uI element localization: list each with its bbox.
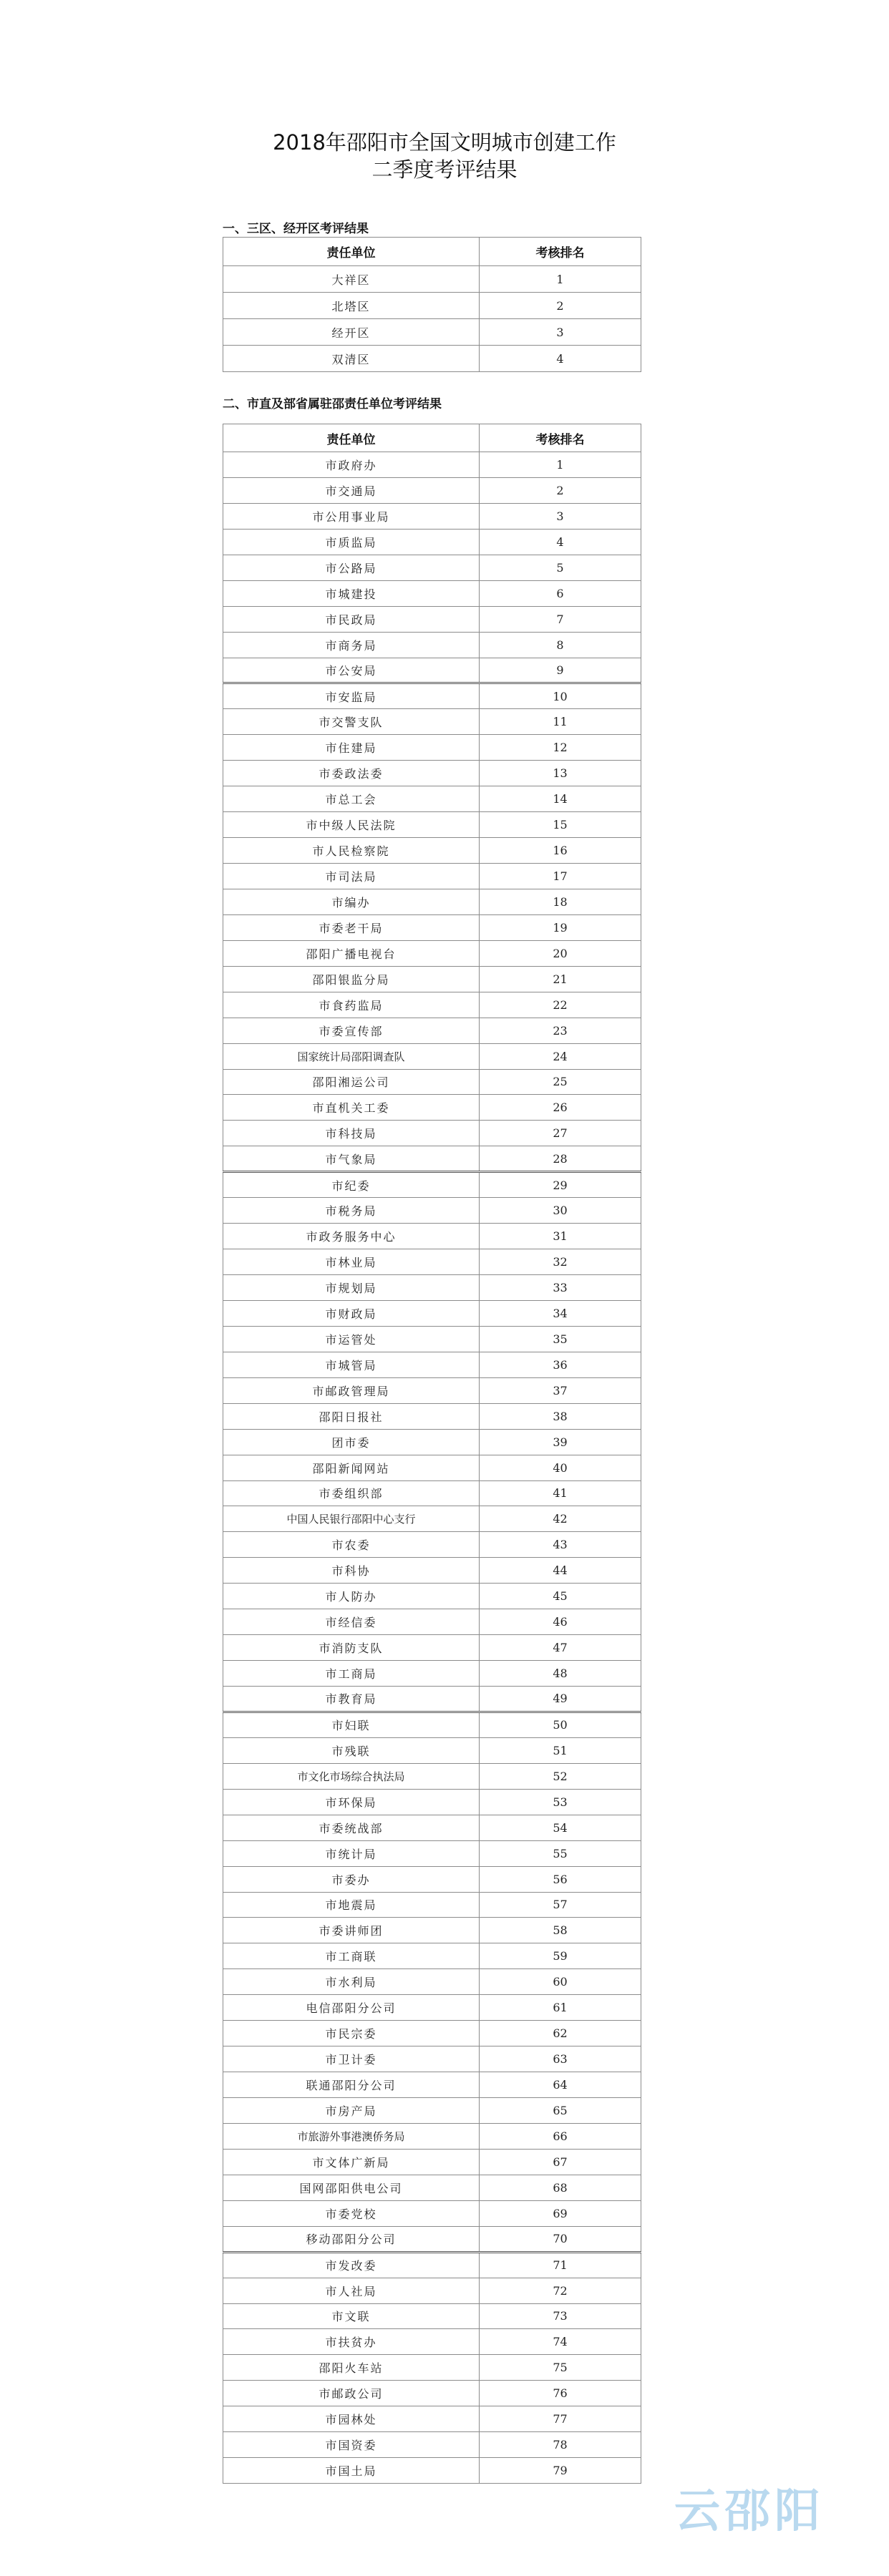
rank-cell: 13 <box>480 761 641 786</box>
table-row <box>223 1146 641 1172</box>
rank-cell: 63 <box>480 2046 641 2072</box>
rank-cell: 37 <box>480 1377 641 1403</box>
table-row <box>223 2046 641 2072</box>
rank-cell: 56 <box>480 1866 641 1892</box>
rank-cell: 68 <box>480 2175 641 2200</box>
unit-cell: 市公用事业局 <box>223 503 480 529</box>
rank-cell: 76 <box>480 2381 641 2406</box>
unit-cell: 市政府办 <box>223 452 480 478</box>
table-row <box>223 2252 641 2278</box>
table-row <box>223 1687 641 1712</box>
table-row <box>223 1480 641 1506</box>
table-row <box>223 1018 641 1043</box>
table-row <box>223 1558 641 1584</box>
rank-cell: 9 <box>480 658 641 683</box>
unit-cell: 市园林处 <box>223 2406 480 2432</box>
rank-cell: 26 <box>480 1095 641 1121</box>
unit-cell: 市旅游外事港澳侨务局 <box>223 2123 480 2149</box>
unit-cell: 市住建局 <box>223 735 480 761</box>
table-row <box>223 889 641 914</box>
table-row <box>223 2072 641 2098</box>
unit-cell: 市水利局 <box>223 1969 480 1995</box>
unit-cell: 市中级人民法院 <box>223 812 480 838</box>
table-row <box>223 1121 641 1146</box>
rank-cell: 71 <box>480 2252 641 2278</box>
unit-cell: 市国资委 <box>223 2432 480 2458</box>
rank-cell: 61 <box>480 1995 641 2021</box>
table-row <box>223 346 641 372</box>
rank-cell: 20 <box>480 940 641 966</box>
rank-cell: 52 <box>480 1763 641 1789</box>
rank-cell: 62 <box>480 2021 641 2046</box>
unit-cell: 邵阳火车站 <box>223 2355 480 2381</box>
table-row <box>223 293 641 319</box>
unit-cell: 市经信委 <box>223 1609 480 1635</box>
table-row <box>223 1840 641 1866</box>
unit-cell: 移动邵阳分公司 <box>223 2226 480 2252</box>
unit-cell: 市商务局 <box>223 632 480 658</box>
unit-cell: 市工商局 <box>223 1661 480 1687</box>
unit-cell: 市消防支队 <box>223 1635 480 1661</box>
rank-cell: 59 <box>480 1943 641 1969</box>
unit-cell: 市农委 <box>223 1532 480 1558</box>
unit-cell: 市委老干局 <box>223 914 480 940</box>
unit-cell: 市卫计委 <box>223 2046 480 2072</box>
rank-cell: 79 <box>480 2458 641 2484</box>
rank-cell: 38 <box>480 1403 641 1429</box>
unit-cell: 市编办 <box>223 889 480 914</box>
rank-cell: 74 <box>480 2329 641 2355</box>
unit-cell: 市文体广新局 <box>223 2149 480 2175</box>
unit-cell: 市财政局 <box>223 1300 480 1326</box>
table-row <box>223 1661 641 1687</box>
table-row <box>223 1300 641 1326</box>
rank-cell: 3 <box>480 319 641 346</box>
rank-cell: 10 <box>480 683 641 709</box>
unit-cell: 市环保局 <box>223 1789 480 1815</box>
rank-cell: 77 <box>480 2406 641 2432</box>
unit-cell: 北塔区 <box>223 293 480 319</box>
table-row <box>223 1224 641 1249</box>
rank-cell: 1 <box>480 452 641 478</box>
unit-cell: 市食药监局 <box>223 992 480 1018</box>
unit-cell: 市人社局 <box>223 2278 480 2303</box>
unit-cell: 市城建投 <box>223 580 480 606</box>
rank-cell: 27 <box>480 1121 641 1146</box>
rank-cell: 14 <box>480 786 641 812</box>
table-row <box>223 2329 641 2355</box>
rank-cell: 51 <box>480 1737 641 1763</box>
unit-cell: 双清区 <box>223 346 480 372</box>
rank-cell: 49 <box>480 1687 641 1712</box>
table-row <box>223 319 641 346</box>
table-header-row <box>223 424 641 452</box>
rank-cell: 34 <box>480 1300 641 1326</box>
table-row <box>223 992 641 1018</box>
table-row <box>223 529 641 555</box>
department-ranking-table <box>223 424 641 2484</box>
unit-cell: 市教育局 <box>223 1687 480 1712</box>
table-row <box>223 555 641 580</box>
table-row <box>223 1506 641 1532</box>
unit-cell: 市科协 <box>223 1558 480 1584</box>
table-row <box>223 1995 641 2021</box>
table-row <box>223 1609 641 1635</box>
page-title-line-2: 二季度考评结果 <box>371 157 518 182</box>
table-row <box>223 1455 641 1480</box>
table-row <box>223 2200 641 2226</box>
unit-cell: 联通邵阳分公司 <box>223 2072 480 2098</box>
rank-cell: 22 <box>480 992 641 1018</box>
unit-cell: 市质监局 <box>223 529 480 555</box>
table-row <box>223 1069 641 1095</box>
unit-cell: 市公路局 <box>223 555 480 580</box>
unit-cell: 国网邵阳供电公司 <box>223 2175 480 2200</box>
table-row <box>223 1198 641 1224</box>
unit-cell: 市总工会 <box>223 786 480 812</box>
table-row <box>223 2098 641 2124</box>
unit-cell: 市文联 <box>223 2303 480 2329</box>
table-row <box>223 2458 641 2484</box>
unit-cell: 邵阳湘运公司 <box>223 1069 480 1095</box>
unit-cell: 市扶贫办 <box>223 2329 480 2355</box>
rank-cell: 32 <box>480 1249 641 1275</box>
unit-cell: 市委统战部 <box>223 1815 480 1840</box>
table-row <box>223 1892 641 1918</box>
unit-cell: 市委组织部 <box>223 1480 480 1506</box>
rank-cell: 18 <box>480 889 641 914</box>
table-row <box>223 1969 641 1995</box>
unit-cell: 市邮政公司 <box>223 2381 480 2406</box>
unit-cell: 市税务局 <box>223 1198 480 1224</box>
rank-cell: 54 <box>480 1815 641 1840</box>
rank-cell: 40 <box>480 1455 641 1480</box>
table-row <box>223 864 641 889</box>
unit-cell: 市运管处 <box>223 1326 480 1352</box>
table-row <box>223 940 641 966</box>
unit-cell: 市文化市场综合执法局 <box>223 1763 480 1789</box>
rank-cell: 44 <box>480 1558 641 1584</box>
table-row <box>223 786 641 812</box>
unit-cell: 市民政局 <box>223 606 480 632</box>
rank-cell: 43 <box>480 1532 641 1558</box>
table-row <box>223 1172 641 1198</box>
rank-cell: 23 <box>480 1018 641 1043</box>
table-row <box>223 1737 641 1763</box>
rank-cell: 69 <box>480 2200 641 2226</box>
table-row <box>223 580 641 606</box>
rank-cell: 17 <box>480 864 641 889</box>
table-row <box>223 2149 641 2175</box>
rank-cell: 50 <box>480 1712 641 1737</box>
table-row <box>223 1095 641 1121</box>
rank-cell: 31 <box>480 1224 641 1249</box>
rank-cell: 45 <box>480 1584 641 1609</box>
table-row <box>223 266 641 293</box>
unit-cell: 市邮政管理局 <box>223 1377 480 1403</box>
unit-cell: 市纪委 <box>223 1172 480 1198</box>
unit-cell: 市工商联 <box>223 1943 480 1969</box>
unit-cell: 市政务服务中心 <box>223 1224 480 1249</box>
table-row <box>223 1275 641 1301</box>
unit-cell: 市委党校 <box>223 2200 480 2226</box>
unit-cell: 市委办 <box>223 1866 480 1892</box>
table-row <box>223 2226 641 2252</box>
column-header-unit: 责任单位 <box>223 424 480 452</box>
rank-cell: 4 <box>480 529 641 555</box>
rank-cell: 3 <box>480 503 641 529</box>
table-row <box>223 2355 641 2381</box>
table-row <box>223 1403 641 1429</box>
section-2-heading: 二、市直及部省属驻邵责任单位考评结果 <box>223 397 442 411</box>
rank-cell: 35 <box>480 1326 641 1352</box>
unit-cell: 市地震局 <box>223 1892 480 1918</box>
rank-cell: 39 <box>480 1429 641 1455</box>
rank-cell: 58 <box>480 1918 641 1943</box>
rank-cell: 25 <box>480 1069 641 1095</box>
unit-cell: 市直机关工委 <box>223 1095 480 1121</box>
unit-cell: 经开区 <box>223 319 480 346</box>
rank-cell: 33 <box>480 1275 641 1301</box>
table-row <box>223 1043 641 1069</box>
table-row <box>223 2175 641 2200</box>
table-row <box>223 1866 641 1892</box>
unit-cell: 市科技局 <box>223 1121 480 1146</box>
unit-cell: 团市委 <box>223 1429 480 1455</box>
table-row <box>223 452 641 478</box>
rank-cell: 11 <box>480 709 641 735</box>
unit-cell: 中国人民银行邵阳中心支行 <box>223 1506 480 1532</box>
rank-cell: 36 <box>480 1352 641 1377</box>
rank-cell: 7 <box>480 606 641 632</box>
column-header-rank: 考核排名 <box>480 238 641 266</box>
rank-cell: 75 <box>480 2355 641 2381</box>
table-row <box>223 735 641 761</box>
table-row <box>223 1352 641 1377</box>
table-row <box>223 503 641 529</box>
rank-cell: 15 <box>480 812 641 838</box>
rank-cell: 48 <box>480 1661 641 1687</box>
unit-cell: 电信邵阳分公司 <box>223 1995 480 2021</box>
unit-cell: 市人防办 <box>223 1584 480 1609</box>
table-row <box>223 1429 641 1455</box>
rank-cell: 41 <box>480 1480 641 1506</box>
column-header-rank: 考核排名 <box>480 424 641 452</box>
unit-cell: 邵阳银监分局 <box>223 966 480 992</box>
unit-cell: 市国土局 <box>223 2458 480 2484</box>
table-row <box>223 1584 641 1609</box>
rank-cell: 64 <box>480 2072 641 2098</box>
rank-cell: 2 <box>480 477 641 503</box>
rank-cell: 60 <box>480 1969 641 1995</box>
table-row <box>223 1635 641 1661</box>
table-row <box>223 658 641 683</box>
table-row <box>223 1532 641 1558</box>
unit-cell: 市公安局 <box>223 658 480 683</box>
rank-cell: 1 <box>480 266 641 293</box>
table-row <box>223 606 641 632</box>
table-row <box>223 1918 641 1943</box>
rank-cell: 21 <box>480 966 641 992</box>
district-ranking-table <box>223 237 641 372</box>
unit-cell: 市人民检察院 <box>223 838 480 864</box>
rank-cell: 29 <box>480 1172 641 1198</box>
table-row <box>223 477 641 503</box>
rank-cell: 28 <box>480 1146 641 1172</box>
table-row <box>223 1377 641 1403</box>
table-row <box>223 632 641 658</box>
table-row <box>223 1326 641 1352</box>
unit-cell: 市委讲师团 <box>223 1918 480 1943</box>
rank-cell: 46 <box>480 1609 641 1635</box>
rank-cell: 72 <box>480 2278 641 2303</box>
rank-cell: 65 <box>480 2098 641 2124</box>
table-row <box>223 1943 641 1969</box>
table-row <box>223 2406 641 2432</box>
unit-cell: 市安监局 <box>223 683 480 709</box>
column-header-unit: 责任单位 <box>223 238 480 266</box>
unit-cell: 市交警支队 <box>223 709 480 735</box>
unit-cell: 邵阳广播电视台 <box>223 940 480 966</box>
table-row <box>223 1249 641 1275</box>
unit-cell: 市规划局 <box>223 1275 480 1301</box>
table-row <box>223 1763 641 1789</box>
unit-cell: 国家统计局邵阳调查队 <box>223 1043 480 1069</box>
unit-cell: 市妇联 <box>223 1712 480 1737</box>
unit-cell: 大祥区 <box>223 266 480 293</box>
rank-cell: 42 <box>480 1506 641 1532</box>
table-row <box>223 2021 641 2046</box>
section-1-heading: 一、三区、经开区考评结果 <box>223 222 369 236</box>
rank-cell: 6 <box>480 580 641 606</box>
rank-cell: 73 <box>480 2303 641 2329</box>
table-row <box>223 2123 641 2149</box>
page-title-line-1: 2018年邵阳市全国文明城市创建工作 <box>273 130 616 155</box>
rank-cell: 55 <box>480 1840 641 1866</box>
unit-cell: 市司法局 <box>223 864 480 889</box>
rank-cell: 19 <box>480 914 641 940</box>
unit-cell: 邵阳新闻网站 <box>223 1455 480 1480</box>
rank-cell: 70 <box>480 2226 641 2252</box>
rank-cell: 12 <box>480 735 641 761</box>
unit-cell: 市委宣传部 <box>223 1018 480 1043</box>
rank-cell: 16 <box>480 838 641 864</box>
table-row <box>223 914 641 940</box>
unit-cell: 市交通局 <box>223 477 480 503</box>
unit-cell: 市气象局 <box>223 1146 480 1172</box>
rank-cell: 67 <box>480 2149 641 2175</box>
table-row <box>223 761 641 786</box>
unit-cell: 邵阳日报社 <box>223 1403 480 1429</box>
rank-cell: 66 <box>480 2123 641 2149</box>
unit-cell: 市房产局 <box>223 2098 480 2124</box>
rank-cell: 30 <box>480 1198 641 1224</box>
unit-cell: 市统计局 <box>223 1840 480 1866</box>
table-row <box>223 1789 641 1815</box>
table-row <box>223 1815 641 1840</box>
unit-cell: 市城管局 <box>223 1352 480 1377</box>
rank-cell: 4 <box>480 346 641 372</box>
table-row <box>223 1712 641 1737</box>
rank-cell: 57 <box>480 1892 641 1918</box>
table-row <box>223 838 641 864</box>
unit-cell: 市发改委 <box>223 2252 480 2278</box>
table-row <box>223 2381 641 2406</box>
table-row <box>223 812 641 838</box>
unit-cell: 市委政法委 <box>223 761 480 786</box>
rank-cell: 78 <box>480 2432 641 2458</box>
table-row <box>223 966 641 992</box>
rank-cell: 24 <box>480 1043 641 1069</box>
rank-cell: 5 <box>480 555 641 580</box>
table-row <box>223 2432 641 2458</box>
table-header-row <box>223 238 641 266</box>
unit-cell: 市残联 <box>223 1737 480 1763</box>
table-row <box>223 683 641 709</box>
rank-cell: 8 <box>480 632 641 658</box>
rank-cell: 47 <box>480 1635 641 1661</box>
rank-cell: 53 <box>480 1789 641 1815</box>
unit-cell: 市林业局 <box>223 1249 480 1275</box>
rank-cell: 2 <box>480 293 641 319</box>
unit-cell: 市民宗委 <box>223 2021 480 2046</box>
table-row <box>223 709 641 735</box>
table-row <box>223 2303 641 2329</box>
watermark-logo: 云邵阳 <box>674 2485 825 2538</box>
table-row <box>223 2278 641 2303</box>
